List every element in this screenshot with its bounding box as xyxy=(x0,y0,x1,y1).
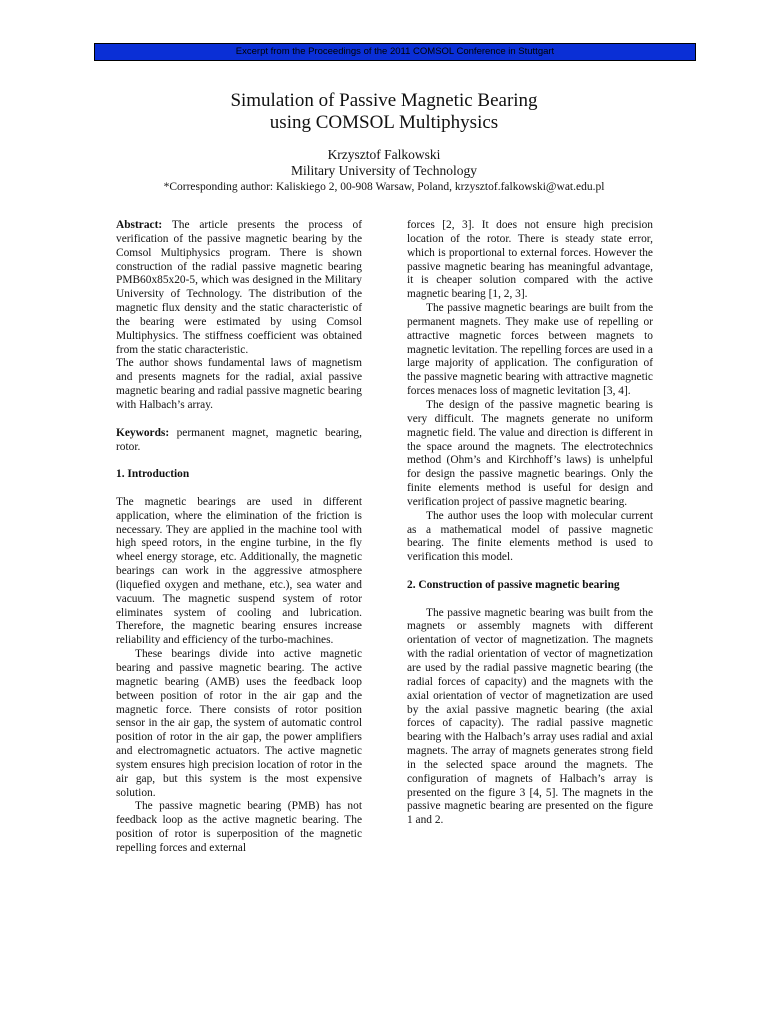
keywords-label: Keywords: xyxy=(116,426,170,439)
right-paragraph-3: The design of the passive magnetic bearing is very difficult. The magnets generate no uniform magnetic field. The value and direction is different in the space around the magnets. The electrotechnics method (Ohm’s and Kirchhoff’s laws) is unhelpful for design the passive magnetic bearings. Only the finite elements method is useful for design and verification project of passive magnetic bearing. xyxy=(407,398,653,508)
abstract-paragraph-2: The author shows fundamental laws of magnetism and presents magnets for the radial, axial passive magnetic bearing and radial passive magnetic bearing with Halbach’s array. xyxy=(116,357,362,411)
abstract-text: The article presents the process of verification of the passive magnetic bearing by the Comsol Multiphysics program. There is shown construction of the radial passive magnetic bearing PMB60x85x20-5, which was designed in the Military University of Technology. The distribution of the magnetic flux density and the static characteristic of the bearing were estimated by using Comsol Multiphysics. The stiffness coefficient was obtained from the static characteristic. xyxy=(116,219,362,356)
title-line-2: using COMSOL Multiphysics xyxy=(269,112,499,133)
section-heading-introduction: 1. Introduction xyxy=(116,468,190,481)
keywords xyxy=(116,427,362,455)
abstract-label: Abstract: xyxy=(116,219,163,231)
author-affiliation: Military University of Technology xyxy=(291,163,477,178)
left-column xyxy=(116,219,362,856)
right-column xyxy=(407,219,653,828)
intro-paragraph-1: The magnetic bearings are used in different application, where the elimination of the friction is necessary. They are applied in the machine tool with high speed rotors, in the engine turbine, in the fly wheel energy storage, etc. Additionally, the magnetic bearings can work in the aggressive atmosphere (liquefied oxygen and methane, etc.), sea water and vacuum. The magnetic suspend system of rotor eliminates system of cooling and lubrication. Therefore, the magnetic bearing ensures increase reliability and efficiency of the turbo-machines. xyxy=(116,495,362,647)
intro-paragraph-3: The passive magnetic bearing (PMB) has not feedback loop as the active magnetic bearing. The position of rotor is superposition of the magnetic repelling forces and external xyxy=(116,800,362,854)
conference-banner: Excerpt from the Proceedings of the 2011 COMSOL Conference in Stuttgart xyxy=(94,43,696,61)
author-block xyxy=(0,147,768,195)
title-line-1: Simulation of Passive Magnetic Bearing xyxy=(230,90,538,111)
keywords-text: permanent magnet, magnetic bearing, rotor. xyxy=(116,426,362,453)
right-paragraph-4: The author uses the loop with molecular current as a mathematical model of passive magnetic bearing. The finite elements method is used to verification this model. xyxy=(407,509,653,564)
right-paragraph-2: The passive magnetic bearings are built from the permanent magnets. They make use of repelling or attractive magnetic forces between magnets to magnetic levitation. The repelling forces are used in a large majority of application. The configuration of the passive magnetic bearing with attractive magnetic forces menaces loss of magnetic levitation [3, 4]. xyxy=(407,302,653,398)
section-heading-construction: 2. Construction of passive magnetic bearing xyxy=(407,578,620,591)
intro-paragraph-2: These bearings divide into active magnetic bearing and passive magnetic bearing. The active magnetic bearing (AMB) uses the feedback loop between position of rotor in the air gap and the magnetic force. There consists of rotor position sensor in the air gap, the system of automatic control position of rotor in the air gap, the power amplifiers and electromagnetic actuators. The active magnetic system ensures high precision location of rotor in the air gap, but this system is the most expensive solution. xyxy=(116,648,362,799)
author-name: Krzysztof Falkowski xyxy=(327,147,441,162)
right-paragraph-5: The passive magnetic bearing was built from the magnets or assembly magnets with different orientation of vector of magnetization. The magnets with the radial orientation of vector of magnetization are used by the radial passive magnetic bearing (the radial forces of capacity) and the magnets with the axial orientation of vector of magnetization are used by the axial passive magnetic bearing (the axial forces of capacity). The radial passive magnetic bearing with the Halbach’s array uses radial and axial magnets. The array of magnets generates strong field in the selected space around the magnets. The configuration of magnets of Halbach’s array is presented on the figure 3 [4, 5]. The magnets in the passive magnetic bearing are presented on the figure 1 and 2. xyxy=(407,606,653,827)
right-paragraph-1: forces [2, 3]. It does not ensure high precision location of the rotor. There is steady state error, which is proportional to external forces. However the passive magnetic bearing has meaningful advantage, it is cheaper solution compared with the active magnetic bearing [1, 2, 3]. xyxy=(407,219,653,301)
paper-title xyxy=(0,90,768,134)
corresponding-author: *Corresponding author: Kaliskiego 2, 00-908 Warsaw, Poland, krzysztof.falkowski@wat.edu.pl xyxy=(163,181,605,193)
abstract-paragraph xyxy=(116,219,362,357)
